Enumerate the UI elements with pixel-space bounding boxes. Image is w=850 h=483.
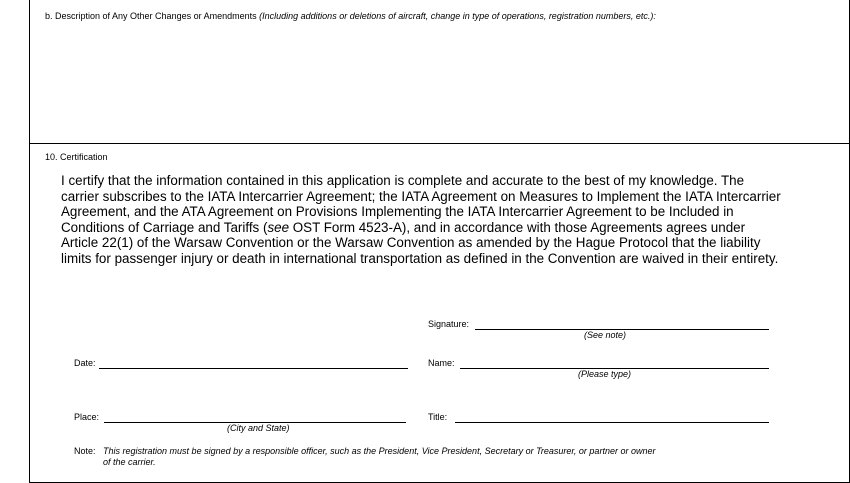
footer-note [74,446,655,468]
name-label: Name: [428,358,455,368]
signature-note: (See note) [584,330,627,340]
date-line[interactable] [99,368,408,369]
note-text-2: of the carrier. [103,457,156,467]
section-b-label [45,11,656,21]
certification-text [61,173,781,267]
certification-text-see: see [267,219,290,235]
certification-text-part-2: OST Form 4523-A), and in accordance with those Agreements agrees under Article 22(1) of the Warsaw Convention or the Warsaw Convention as amended by the Hague Protocol that the liability limits for passenger injury or death in international transportation as defined in the Convention are waived in their entirety. [61,219,779,266]
date-label: Date: [74,358,96,368]
title-label: Title: [428,412,448,422]
place-note: (City and State) [227,423,290,433]
section-10-label: 10. Certification [45,152,108,162]
section-b-hint: (Including additions or deletions of aircraft, change in type of operations, registration numbers, etc.): [259,11,656,21]
certification-text-part-1: I certify that the information contained in this application is complete and accurate to the best of my knowledge. The carrier subscribes to the IATA Intercarrier Agreement; the IATA Agreement on Measures to Implement the IATA Intercarrier Agreement, and the ATA Agreement on Provisions Implementing the IATA Intercarrier Agreement to be Included in Conditions of Carriage and Tariffs ( [61,173,781,235]
title-line[interactable] [455,422,769,423]
section-b-box [29,0,850,144]
place-label: Place: [74,412,100,422]
section-b-title: b. Description of Any Other Changes or Amendments [45,11,257,21]
note-text-1: This registration must be signed by a responsible officer, such as the President, Vice President, Secretary or Treasurer, or partner or owner [103,446,656,456]
note-lead: Note: [74,446,96,456]
signature-label: Signature: [428,319,470,329]
name-note: (Please type) [578,369,632,379]
